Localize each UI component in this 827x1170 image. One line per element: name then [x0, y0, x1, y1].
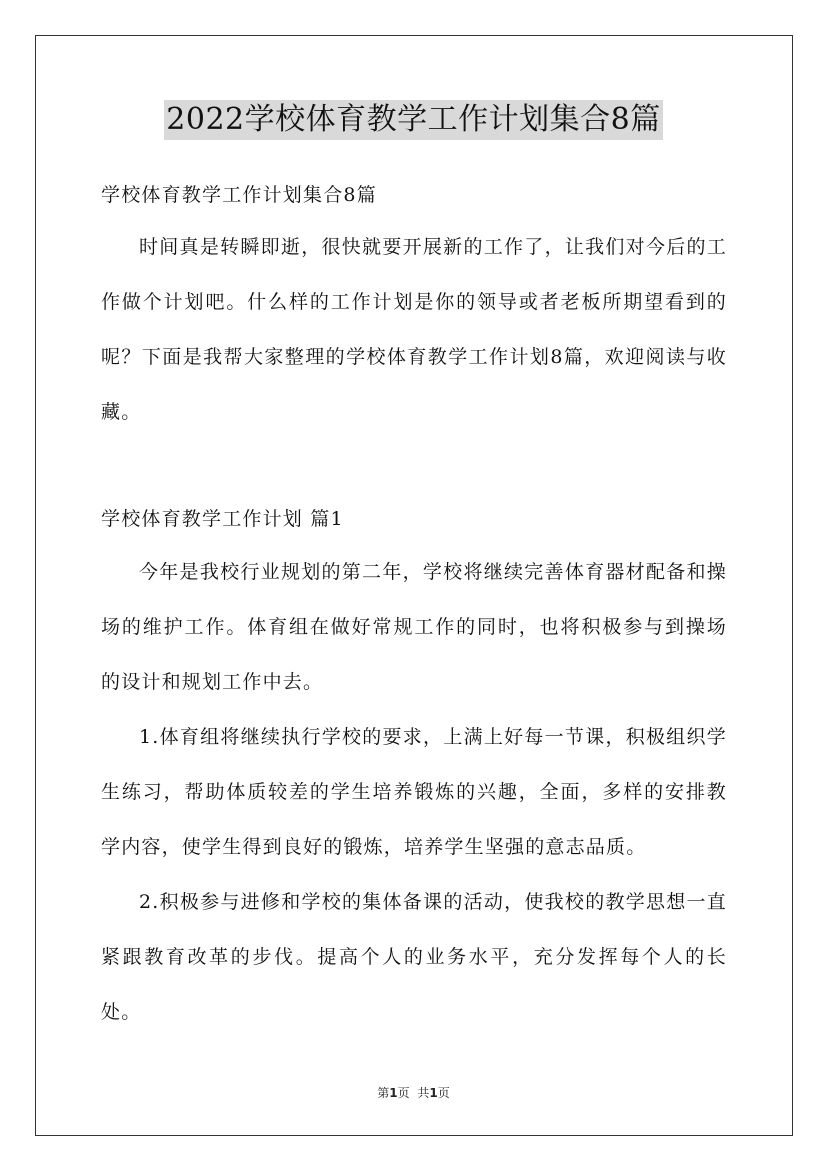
total-pages: 1 [429, 1086, 438, 1100]
page-prefix: 第 [377, 1086, 390, 1100]
document-title: 2022学校体育教学工作计划集合8篇 [164, 100, 662, 140]
section-heading: 学校体育教学工作计划 篇1 [101, 508, 344, 530]
document-subtitle: 学校体育教学工作计划集合8篇 [101, 184, 377, 206]
page-footer [0, 1084, 827, 1101]
section-body [101, 545, 727, 1040]
intro-paragraph: 时间真是转瞬即逝，很快就要开展新的工作了，让我们对今后的工作做个计划吧。什么样的工作计划是你的领导或者老板所期望看到的呢？下面是我帮大家整理的学校体育教学工作计划8篇，欢迎阅读与收藏。 [101, 236, 727, 423]
section-paragraph-2: 1.体育组将继续执行学校的要求，上满上好每一节课，积极组织学生练习，帮助体质较差的学生培养锻炼的兴趣，全面，多样的安排教学内容，使学生得到良好的锻炼，培养学生坚强的意志品质。 [101, 726, 727, 858]
total-prefix: 共 [417, 1086, 430, 1100]
page-suffix: 页 [397, 1086, 410, 1100]
section-paragraph-3: 2.积极参与进修和学校的集体备课的活动，使我校的教学思想一直紧跟教育改革的步伐。提高个人的业务水平，充分发挥每个人的长处。 [101, 891, 727, 1023]
title-container [0, 100, 827, 140]
intro-block [101, 220, 727, 440]
page-number: 1 [389, 1086, 398, 1100]
total-suffix: 页 [437, 1086, 450, 1100]
section-paragraph-1: 今年是我校行业规划的第二年，学校将继续完善体育器材配备和操场的维护工作。体育组在做好常规工作的同时，也将积极参与到操场的设计和规划工作中去。 [101, 561, 727, 693]
